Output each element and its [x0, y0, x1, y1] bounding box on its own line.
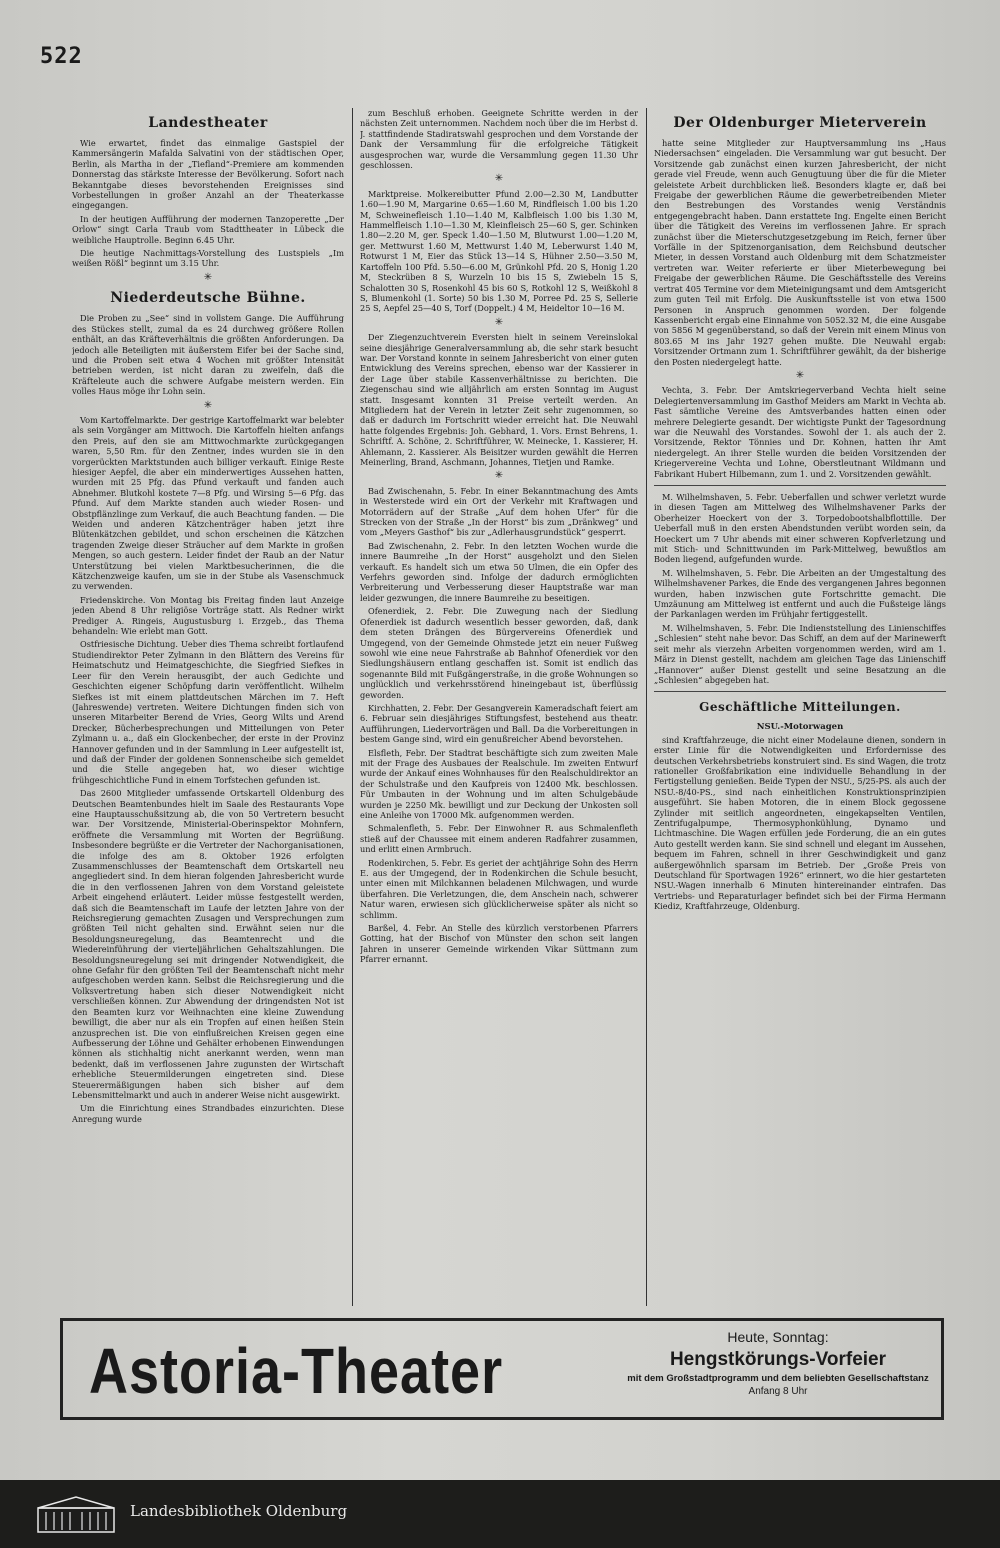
ad-details — [623, 1329, 933, 1397]
article-friedenskirche: Friedenskirche. Von Montag bis Freitag finden laut Anzeige jeden Abend 8 Uhr religiöse Vorträge statt. Als Redner wirkt Prediger A. Ringeis, Augustusburg i. Erzgeb., das Thema behandeln: Wie erlebt man Gott. — [72, 594, 344, 637]
heading-geschaeftliche-mitteilungen: Geschäftliche Mitteilungen. — [699, 700, 901, 715]
separator-star-icon: ✳ — [795, 369, 805, 381]
article-wilhelmshaven: M. Wilhelmshaven, 5. Febr. Die Arbeiten an der Umgestaltung des Wilhelmshavener Parkes, die Ende des vergangenen Jahres begonnen wurden, haben inzwischen gute Fortschritte gemacht. Die Umzäunung am Mittelweg ist entfernt und auch die Fußsteige längs der Parkanlagen werden im Frühjahr fertiggestellt. — [654, 567, 946, 620]
astoria-theater-advertisement — [60, 1318, 944, 1420]
article-ofenerdiek: Ofenerdiek, 2. Febr. Die Zuwegung nach der Siedlung Ofenerdiek ist dadurch wesentlich besser geworden, daß, dank dem steten Drängen des Bürgervereins Ofenerdiek und Umgegend, von der Gemeinde Ohmstede jetzt ein neuer Fußweg sowohl wie eine neue Fahrstraße ab Bahnhof Ofenerdiek vor den Siedlungshäusern entlang geschaffen ist. Somit ist endlich das sogenannte Bild mit Fußgängerstraße, in die große Wohnungen so unglücklich und verkehrsstörend hineingebaut ist, überflüssig geworden. — [360, 606, 638, 700]
article-paragraph: Wie erwartet, findet das einmalige Gastspiel der Kammersängerin Mafalda Salvatini von der städtischen Oper, Berlin, als Martha in der „Tiefland“-Premiere am kommenden Donnerstag das stärkste Interesse der Bevölkerung. Sofort nach Bekanntgabe dieses bevorstehenden Ereignisses sind Vorbestellungen in großer Anzahl an der Theaterkasse eingegangen. — [72, 138, 344, 211]
article-zwischenahn: Bad Zwischenahn, 5. Febr. In einer Bekanntmachung des Amts in Westerstede wird ein Ort der Verkehr mit Kraftwagen und Motorrädern auf der Straße „Auf dem hohen Ufer“ für die Strecken von der Straße „In der Horst“ bis zum „Dränkweg“ und vom „Meyers Gasthof“ bis zur „Adlerhausgrundstück“ gesperrt. — [360, 485, 638, 538]
article-paragraph: In der heutigen Aufführung der modernen Tanzoperette „Der Orlow“ singt Carla Traub vom Stadttheater in Lübeck die weibliche Hauptrolle. Beginn 6.45 Uhr. — [72, 213, 344, 245]
ad-title: Astoria-Theater — [89, 1336, 504, 1407]
article-mieterverein: hatte seine Mitglieder zur Hauptversammlung ins „Haus Niedersachsen“ eingeladen. Die Versammlung war gut besucht. Der Vorsitzende gab zunächst einen kurzen Jahresbericht, der nicht gerade viel Freude, wenn auch Genugtuung über die für die Mieter geleistete Arbeit durchblicken ließ. Besonders klagte er, daß bei Freigabe der gewerblichen Räume die gewerbetreibenden Mieter den Bestrebungen des Vorstandes wenig Verständnis entgegengebracht haben. Dann erstattete Ing. Engelte einen Bericht über die Tätigkeit des Vereins im verflossenen Jahre. Er sprach zunächst über die Mieterschutzgesetzgebung im Reich, ferner über Vorfälle in der Spitzenorganisation, dem Reichsbund deutscher Mieter, in dessen Vorstand auch Oldenburg mit dem Schatzmeister vertreten war. Weiter referierte er über Mieterbewegung bei Freigabe der gewerblichen Räume. Die Geschäftsstelle des Vereins vertrat 405 Termine vor dem Mieteinigungsamt und dem Amtsgericht zum guten Teil mit Erfolg. Die Auskunftsstelle ist von etwa 1500 Personen in Anspruch genommen worden. Der folgende Kassenbericht ergab eine Einnahme von 5052.32 M, die eine Ausgabe von 5856 M gegenüberstand, so daß der Verein mit einem Minus von 803.65 M ins Jahr 1927 gehen mußte. Die Neuwahl ergab: Vorsitzender Ortmann zum 1. Schriftführer gewählt, da der bisherige den Posten niedergelegt hatte. — [654, 138, 946, 367]
separator-star-icon: ✳ — [494, 173, 504, 185]
article-wilhelmshaven: M. Wilhelmshaven, 5. Febr. Die Indienststellung des Linienschiffes „Schlesien“ steht nahe bevor. Das Schiff, an dem auf der Marinewerft seit mehr als vierzehn Arbeiten vorgenommen werden, wird am 1. März in Dienst gestellt, nachdem am gleichen Tage das Linienschiff „Hannover“ außer Dienst gestellt und seine Besatzung an die „Schlesien“ abgegeben hat. — [654, 622, 946, 685]
column-3 — [654, 108, 946, 1308]
article-zwischenahn: Bad Zwischenahn, 2. Febr. In den letzten Wochen wurde die innere Baumreihe „In der Horst“ ausgeholzt und den Sielen verkauft. Es handelt sich um etwa 50 Ulmen, die ein Opfer des Verfehrs geworden sind. Infolge der dadurch ermöglichten Verbreiterung und Verbesserung dieser Hauptstraße war man leider gezwungen, die innere Baumreihe zu beseitigen. — [360, 540, 638, 603]
ad-event: Hengstkörungs-Vorfeier — [669, 1349, 887, 1370]
separator-star-icon: ✳ — [494, 316, 504, 328]
article-marktpreise: Marktpreise. Molkereibutter Pfund 2.00—2.30 M, Landbutter 1.60—1.90 M, Margarine 0.65—1.60 M, Rindfleisch 1.00 bis 1.20 M, Schweinefleisch 1.10—1.40 M, Kalbfleisch 1.00 bis 1.30 M, Hammelfleisch 1.10—1.30 M, Kleinfleisch 25—60 S, ger. Schinken 1.80—2.20 M, ger. Speck 1.40—1.50 M, Blutwurst 1.00—1.20 M, ger. Mettwurst 1.60 M, Mettwurst 1.40 M, Leberwurst 1.40 M, Rotwurst 1 M, Eier das Stück 13—14 S, Hühner 2.50—3.50 M, Kartoffeln 100 Pfd. 5.50—6.00 M, Grünkohl Pfd. 20 S, Honig 1.20 M, Steckrüben 8 S, Wurzeln 10 bis 15 S, Zwiebeln 15 S, Schalotten 30 S, Rosenkohl 45 bis 60 S, Rotkohl 12 S, Weißkohl 8 S, Blumenkohl (1. Sorte) 50 bis 1.30 M, Porree Pd. 25 S, Sellerie 25 S, Aepfel 25—40 S, Torf (Doppelt.) 4 M, Heideltor 10—16 M. — [360, 188, 638, 314]
article-rodenkirchen: Rodenkirchen, 5. Febr. Es geriet der achtjährige Sohn des Herrn E. aus der Umgegend, der in Rodenkirchen die Schule besucht, unter einen mit Milchkannen beladenen Milchwagen, und wurde überfahren. Die Verletzungen, die, dem Anschein nach, schwerer Natur waren, erwiesen sich glücklicherweise später als nicht so schlimm. — [360, 857, 638, 920]
article-wilhelmshaven: M. Wilhelmshaven, 5. Febr. Ueberfallen und schwer verletzt wurde in diesen Tagen am Mittelweg des Wilhelmshavener Parks der Oberheizer Hoeckert von der 3. Torpedobootshalbflottille. Der Ueberfall muß in den ersten Abendstunden verübt worden sein, da Hoeckert um 7 Uhr abends mit einer schweren Kopfverletzung und mit Stich- und Schnittwunden im Park-Mittelweg, bewußtlos am Boden liegend, aufgefunden wurde. — [654, 492, 946, 565]
article-nsu: sind Kraftfahrzeuge, die nicht einer Modelaune dienen, sondern in erster Linie für die Notwendigkeiten und Erfordernisse des deutschen Verkehrsbetriebs konstruiert sind. Es sind Wagen, die trotz rationeller Großfabrikation eine individuelle Behandlung in der Fertigstellung genießen. Beide Typen der NSU., 5/25-PS. als auch der NSU.-8/40-PS., sind nach einheitlichen Konstruktionsprinzipien ausgeführt. Sie haben Motoren, die in einem Block gegossene Zylinder mit seitlich angeordneten, eingekapselten Ventilen, Zentrifugalpumpe, Thermosyphonkühlung, Dynamo und Lichtmaschine. Die Wagen erfüllen jede Forderung, die an ein gutes Auto gestellt werden kann. Sie sind schnell und elegant im Aussehen, bequem im Fahren, schnell in ihrer Geschwindigkeit und ganz außergewöhnlich sparsam im Betrieb. Der „Große Preis von Deutschland für Sportwagen 1926“ erinnert, wo die hier gestarteten NSU.-Wagen innerhalb 6 Minuten hintereinander eintrafen. Das Vertriebs- und Reparaturlager befindet sich bei der Firma Hermann Kiediz, Kraftfahrzeuge, Oldenburg. — [654, 734, 946, 912]
column-divider — [646, 108, 647, 1306]
article-kirchhatten: Kirchhatten, 2. Febr. Der Gesangverein Kameradschaft feiert am 6. Februar sein diesjähriges Stiftungsfest, bestehend aus theatr. Aufführungen, Liedervorträgen und Ball. Da die Vorbereitungen in bestem Gange sind, wird ein genußreicher Abend bevorstehen. — [360, 702, 638, 745]
article-ostfriesische-dichtung: Ostfriesische Dichtung. Ueber dies Thema schreibt fortlaufend Studiendirektor Peter Zylmann in den Blättern des Vereins für Heimatschutz und Heimatgeschichte, die Siegfried Siefkes in Leer für den Verein herausgibt, der auch Gedichte und Geschichten eigener Schöpfung darin veröffentlicht. Wilhelm Siefkes ist mit einem plattdeutschen Märchen im 7. Heft (Jahreswende) vertreten. Weitere Dichtungen finden sich von unseren Mitarbeiter Berend de Vries, Georg Wilts und Arend Drecker, Bücherbesprechungen und Mitteilungen von Peter Zylmann u. a., daß ein Glockenbecher, der erste in der Provinz Hannover gefunden und in der Sammlung in Leer aufgestellt ist, und daß der Finder der goldenen Sonnenscheibe sich gemeldet und die Stelle angegeben hat, wo dieser wichtige frühgeschichtliche Fund in einem Torfstechen gefunden ist. — [72, 639, 344, 785]
article-paragraph: Die Proben zu „See“ sind in vollstem Gange. Die Aufführung des Stückes stellt, zumal da es 24 durchweg größere Rollen enthält, an das Kräfteverhältnis die größten Anforderungen. Da jedoch alle Beteiligten mit äußerstem Eifer bei der Sache sind, und die Proben seit etwa 4 Wochen mit größter Intensität betrieben werden, ist nicht daran zu zweifeln, daß die Kräfteleute auch die schwere Aufgabe meistern werden. Ein volles Haus möge ihr Lohn sein. — [72, 313, 344, 397]
article-paragraph: Die heutige Nachmittags-Vorstellung des Lustspiels „Im weißen Rößl“ beginnt um 3.15 Uhr. — [72, 248, 344, 269]
ad-start-time: Anfang 8 Uhr — [748, 1386, 808, 1397]
heading-mieterverein: Der Oldenburger Mieterverein — [673, 115, 927, 131]
ad-date: Heute, Sonntag: — [727, 1329, 829, 1345]
section-rule — [654, 485, 946, 486]
separator-star-icon: ✳ — [494, 470, 504, 482]
article-kartoffelmarkt: Vom Kartoffelmarkte. Der gestrige Kartoffelmarkt war belebter als sein Vorgänger am Mittwoch. Die Kartoffeln hielten anfangs den Preis, auf den sie am Mittwochmarkte zurückgegangen waren, 5,50 Rm. für den Zentner, indes wurden sie in den vorgerückten Marktstunden auch billiger verkauft. Einige Reste hiesiger Aepfel, die aber ein minderwertiges Aussehen hatten, wurden mit 25 Pfg. das Pfund verkauft und fanden auch Abnehmer. Blutkohl kostete 7—8 Pfg. und Wirsing 5—6 Pfg. das Pfund. Auf dem Markte standen auch wieder Rosen- und Obstpflänzlinge zum Verkauf, die auch Beachtung fanden. — Die Weiden und anderen Kätzchenträger haben jetzt ihre Blütenkätzchen gebildet, und schon erscheinen die Kätzchen tragenden Zweige dieser Sträucher auf dem Markte in großen Mengen, so auch gestern. Leider findet der Raub an der Natur Unterstützung bei vielen Marktbesucherinnen, die die Kätzchenzweige kaufen, um sie in der Stube als Vasenschmuck zu verwenden. — [72, 414, 344, 592]
library-building-icon[interactable] — [36, 1494, 116, 1534]
article-beamtenbund: Das 2600 Mitglieder umfassende Ortskartell Oldenburg des Deutschen Beamtenbundes hielt im Saale des Restaurants Vope eine Hauptausschußsitzung ab, die von 50 Vertretern besucht war. Der Vorsitzende, Ministerial-Oberinspektor Mohnfern, eröffnete die Versammlung mit Worten der Begrüßung. Insbesondere begrüßte er die Vertreter der Nachorganisationen, die infolge des am 8. Oktober 1926 erfolgten Zusammenschlusses der Beamtenschaft dem Ortskartell neu angegliedert sind. In dem hieran folgenden Jahresbericht wurde die in den verflossenen Jahren von dem Vorstand geleistete Arbeit eingehend erläutert. Leider müsse festgestellt werden, daß sich die Beamtenschaft im Laufe der letzten Jahre von der Reichsregierung gemachten Zusagen und Versprechungen zum größten Teil nicht gehalten sind. Erwähnt seien nur die Besoldungsneuregelung, das Beamtenrecht und die Wiedereinführung der vierteljährlichen Gehaltszahlungen. Die Besoldungsneuregelung sei mit dringender Notwendigkeit, die ohne Gefahr für den größten Teil der Beamtenschaft nicht mehr aufgeschoben werden kann. Selbst die Reichsregierung und die Volksvertretung haben sich dieser Notwendigkeit nicht verschließen können. Zur Abwendung der dringendsten Not ist den Beamten kurz vor Weihnachten eine kleine Zuwendung bewilligt, die aber nur als ein Tropfen auf einen heißen Stein anzusprechen ist. Die von einflußreichen Kreisen gegen eine Aufbesserung der Löhne und Gehälter erhobenen Einwendungen können als stichhaltig nicht anerkannt werden, wenn man bedenkt, daß im verflossenen Jahre zugunsten der Wirtschaft erhebliche Steuermilderungen eingetreten sind. Diese Steuerermäßigungen haben sich bisher auf dem Lebensmittelmarkt und auch in anderer Weise nicht ausgewirkt. — [72, 788, 344, 1100]
ad-program: mit dem Großstadtprogramm und dem beliebten Gesellschaftstanz — [627, 1373, 929, 1384]
article-strandbad: Um die Einrichtung eines Strandbades einzurichten. Diese Anregung wurde — [72, 1103, 344, 1124]
separator-star-icon: ✳ — [203, 399, 213, 411]
article-vechta: Vechta, 3. Febr. Der Amtskriegerverband Vechta hielt seine Delegiertenversammlung im Gasthof Meiders am Markt in Vechta ab. Fast sämtliche Vereine des Amtsverbandes hatten einen oder mehrere Delegierte gesandt. Der wichtigste Punkt der Tagesordnung war die Neuwahl des Vorstandes. Sowohl der 1. als auch der 2. Vorsitzende, Rektor Tönnies und Dr. Kohnen, hatten ihr Amt niedergelegt. An ihrer Stelle wurden die beiden Vorsitzenden der Kriegervereine Vechta und Lohne, Oberstleutnant Wildmann und Fabrikant Hubert Hilbemann, zum 1. und 2. Vorsitzenden gewählt. — [654, 385, 946, 479]
article-paragraph: zum Beschluß erhoben. Geeignete Schritte werden in der nächsten Zeit unternommen. Nachdem noch über die im Herbst d. J. stattfindende Stadiratswahl gesprochen und dem Vorstande der Dank der Versammlung für die erfolgreiche Tätigkeit ausgesprochen war, wurde die Versammlung gegen 11.30 Uhr geschlossen. — [360, 108, 638, 171]
heading-landestheater: Landestheater — [148, 115, 268, 131]
separator-star-icon: ✳ — [203, 271, 213, 283]
column-1 — [72, 108, 344, 1308]
section-rule — [654, 691, 946, 692]
library-name-link[interactable]: Landesbibliothek Oldenburg — [130, 1502, 348, 1520]
article-barssel: Barßel, 4. Febr. An Stelle des kürzlich verstorbenen Pfarrers Gotting, hat der Bischof von Münster den schon seit langen Jahren in unserer Gemeinde wirkenden Vikar Süttmann zum Pfarrer ernannt. — [360, 923, 638, 965]
article-schmalenfleth: Schmalenfleth, 5. Febr. Der Einwohner R. aus Schmalenfleth stieß auf der Chaussee mit einem anderen Radfahrer zusammen, und erlitt einen Armbruch. — [360, 823, 638, 855]
article-ziegenzuchtverein: Der Ziegenzuchtverein Eversten hielt in seinem Vereinslokal seine diesjährige Generalversammlung ab, die sehr stark besucht war. Der Vorstand konnte in seinem Jahresbericht von einer guten Entwicklung des Vereins sprechen, ebenso war der Kassierer in der Lage über stabile Kassenverhältnisse zu berichten. Die Ziegenschau sind wie alljährlich am ersten Sonntag im August statt. Insgesamt konnten 31 Preise verteilt werden. An Mitgliedern hat der Verein in letzter Zeit sehr zugenommen, so daß er dadurch im Fortschritt wieder erreicht hat. Die Neuwahl hatte folgendes Ergebnis: Joh. Gebhard, 1. Vors. Ernst Behrens, 1. Schriftf. A. Schöne, 2. Schriftführer, W. Meinecke, 1. Kassierer, H. Ahlemann, 2. Kassierer. Als Beisitzer wurden gewählt die Herren Meinerling, Brand, Aschmann, Johannes, Tietjen und Ramke. — [360, 332, 638, 467]
heading-niederdeutsche-buehne: Niederdeutsche Bühne. — [110, 290, 306, 307]
page-number: 522 — [40, 44, 83, 69]
column-divider — [352, 108, 353, 1306]
footer-bar — [0, 1480, 1000, 1548]
subheading-nsu: NSU.-Motorwagen — [756, 722, 844, 733]
article-elsfleth: Elsfleth, Febr. Der Stadtrat beschäftigte sich zum zweiten Male mit der Frage des Ausbaues der Realschule. Im zweiten Entwurf wurde der Ankauf eines Wohnhauses für den Realschuldirektor an der Schulstraße und den Kaufpreis von 12400 Mk. beschlossen. Für Umbauten in der Wohnung und im alten Schulgebäude wurden je 2250 Mk. bewilligt und zur Deckung der Unkosten soll eine Anleihe von 17000 Mk. aufgenommen werden. — [360, 747, 638, 820]
column-2 — [360, 108, 638, 1308]
